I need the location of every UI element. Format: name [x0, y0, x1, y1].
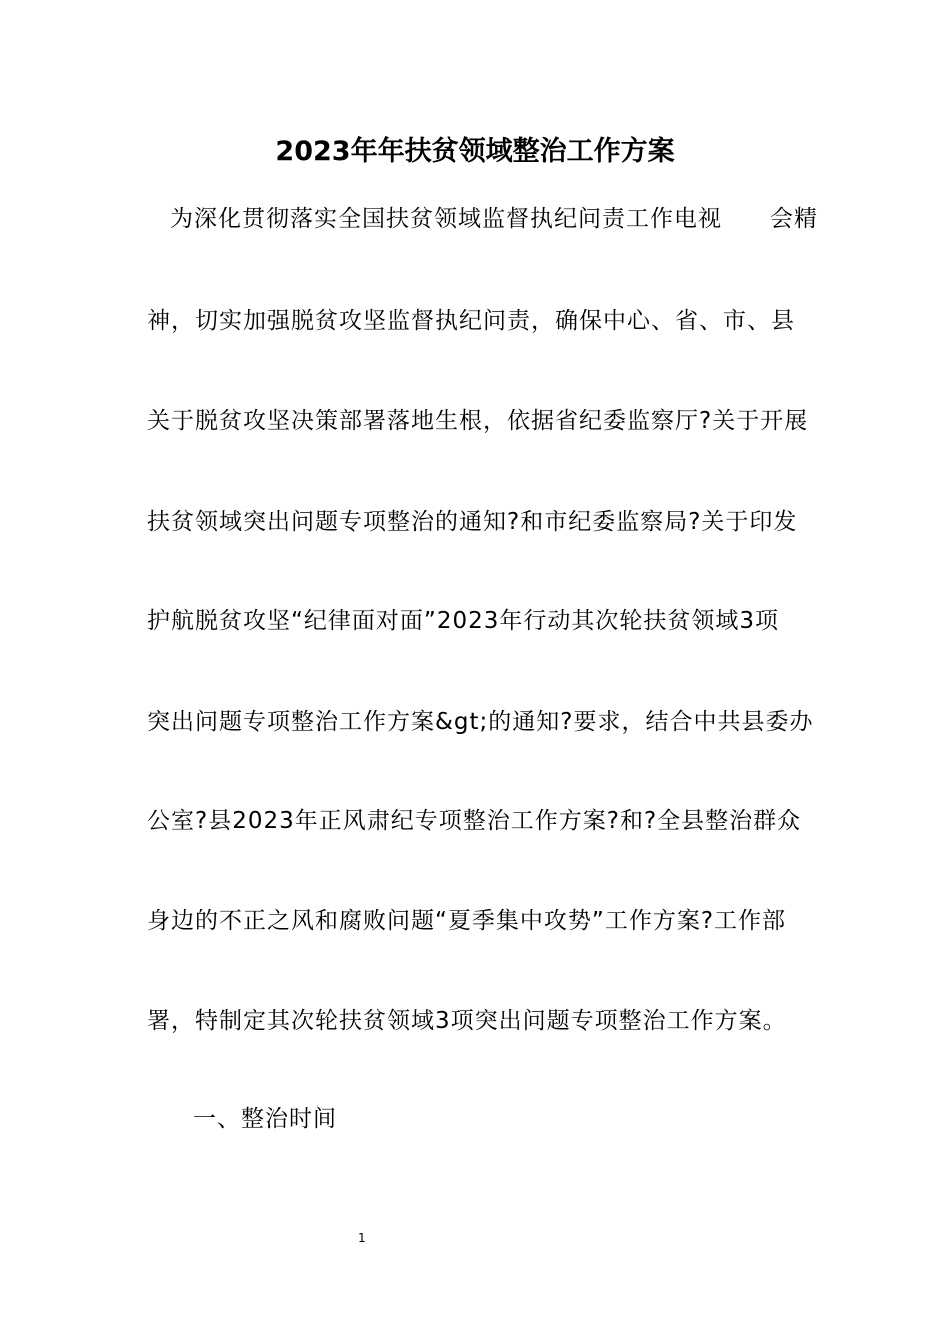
page-number: 1: [358, 1231, 366, 1245]
document-title: 2023年年扶贫领域整治工作方案: [275, 136, 675, 167]
paragraph-line-5: 护航脱贫攻坚“纪律面对面”2023年行动其次轮扶贫领域3项: [147, 608, 779, 634]
paragraph-line-2: 神，切实加强脱贫攻坚监督执纪问责，确保中心、省、市、县: [147, 308, 795, 334]
paragraph-line-8: 身边的不正之风和腐败问题“夏季集中攻势”工作方案?工作部: [147, 908, 787, 934]
paragraph-line-1: 为深化贯彻落实全国扶贫领域监督执纪问责工作电视 会精: [170, 206, 818, 232]
paragraph-line-4: 扶贫领域突出问题专项整治的通知?和市纪委监察局?关于印发: [147, 509, 798, 535]
paragraph-line-6: 突出问题专项整治工作方案&gt;的通知?要求，结合中共县委办: [147, 709, 814, 735]
paragraph-line-7: 公室?县2023年正风肃纪专项整治工作方案?和?全县整治群众: [147, 808, 802, 834]
section-heading: 一、整治时间: [193, 1106, 337, 1132]
paragraph-line-3: 关于脱贫攻坚决策部署落地生根，依据省纪委监察厅?关于开展: [147, 408, 809, 434]
paragraph-line-9: 署，特制定其次轮扶贫领域3项突出问题专项整治工作方案。: [147, 1008, 787, 1034]
